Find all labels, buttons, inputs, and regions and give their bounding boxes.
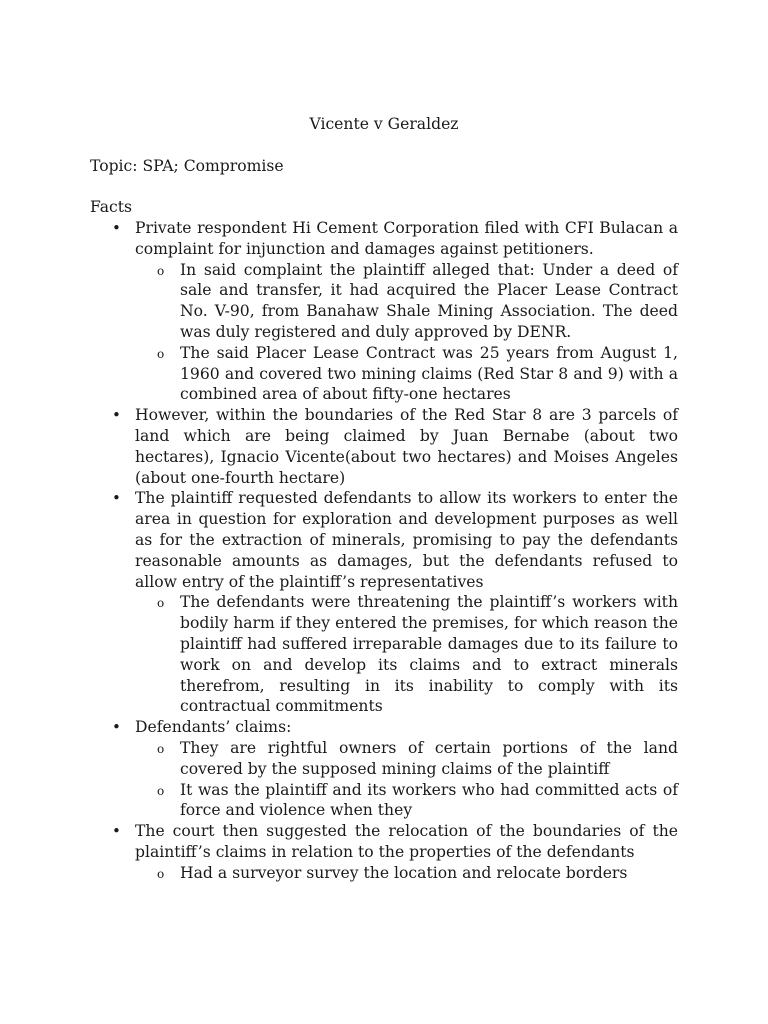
document-title: Vicente v Geraldez: [309, 115, 459, 133]
fact-text: The court then suggested the relocation of the boundaries of the plaintiff’s claims in relation to the properties of the defendants: [135, 822, 678, 861]
facts-heading: Facts: [90, 198, 133, 217]
fact-subtext: Had a surveyor survey the location and relocate borders: [180, 863, 628, 882]
fact-item: [90, 488, 678, 717]
fact-subitem: [135, 343, 678, 405]
fact-item: [90, 405, 678, 488]
fact-sublist: [135, 738, 678, 821]
circle-bullet-icon: o: [157, 346, 165, 361]
document-topic: Topic: SPA; Compromise: [90, 156, 284, 175]
bullet-icon: •: [112, 822, 121, 841]
fact-subitem: [135, 738, 678, 780]
fact-subtext: In said complaint the plaintiff alleged that: Under a deed of sale and transfer, it had acquired the Placer Lease Contract No. V-90, from Banahaw Shale Mining Association. The deed was duly registered and duly approved by DENR.: [180, 260, 678, 341]
fact-text: Private respondent Hi Cement Corporation filed with CFI Bulacan a complaint for injunction and damages against petitioners.: [135, 218, 678, 258]
fact-text: The plaintiff requested defendants to allow its workers to enter the area in question for exploration and development purposes as well as for the extraction of minerals, promising to pay the defendants reasonable amounts as damages, but the defendants refused to allow entry of the plaintiff’s representatives: [135, 489, 678, 591]
fact-item: [90, 717, 678, 821]
fact-subitem: [135, 863, 678, 884]
bullet-icon: •: [112, 218, 121, 237]
fact-text: Defendants’ claims:: [135, 718, 292, 737]
circle-bullet-icon: o: [157, 741, 165, 756]
facts-list: [90, 218, 678, 884]
fact-sublist: [135, 260, 678, 406]
document-page: [90, 114, 678, 883]
circle-bullet-icon: o: [157, 866, 165, 881]
bullet-icon: •: [112, 406, 121, 425]
fact-subtext: The said Placer Lease Contract was 25 years from August 1, 1960 and covered two mining claims (Red Star 8 and 9) with a combined area of about fifty-one hectares: [180, 343, 678, 404]
bullet-icon: •: [112, 718, 121, 737]
circle-bullet-icon: o: [157, 263, 165, 278]
fact-item: [90, 821, 678, 883]
fact-subitem: [135, 780, 678, 822]
fact-subitem: [135, 592, 678, 717]
fact-subtext: It was the plaintiff and its workers who had committed acts of force and violence when they: [180, 780, 678, 820]
fact-subitem: [135, 260, 678, 343]
fact-sublist: [135, 863, 678, 884]
circle-bullet-icon: o: [157, 783, 165, 798]
fact-sublist: [135, 592, 678, 717]
fact-subtext: The defendants were threatening the plaintiff’s workers with bodily harm if they entered the premises, for which reason the plaintiff had suffered irreparable damages due to its failure to work on and develop its claims and to extract minerals therefrom, resulting in its inability to comply with its contractual commitments: [180, 593, 678, 716]
fact-item: [90, 218, 678, 405]
bullet-icon: •: [112, 489, 121, 508]
fact-subtext: They are rightful owners of certain portions of the land covered by the supposed mining claims of the plaintiff: [180, 738, 678, 778]
fact-text: However, within the boundaries of the Red Star 8 are 3 parcels of land which are being claimed by Juan Bernabe (about two hectares), Ignacio Vicente(about two hectares) and Moises Angeles (about one-fourth hectare): [135, 406, 678, 487]
circle-bullet-icon: o: [157, 596, 165, 611]
